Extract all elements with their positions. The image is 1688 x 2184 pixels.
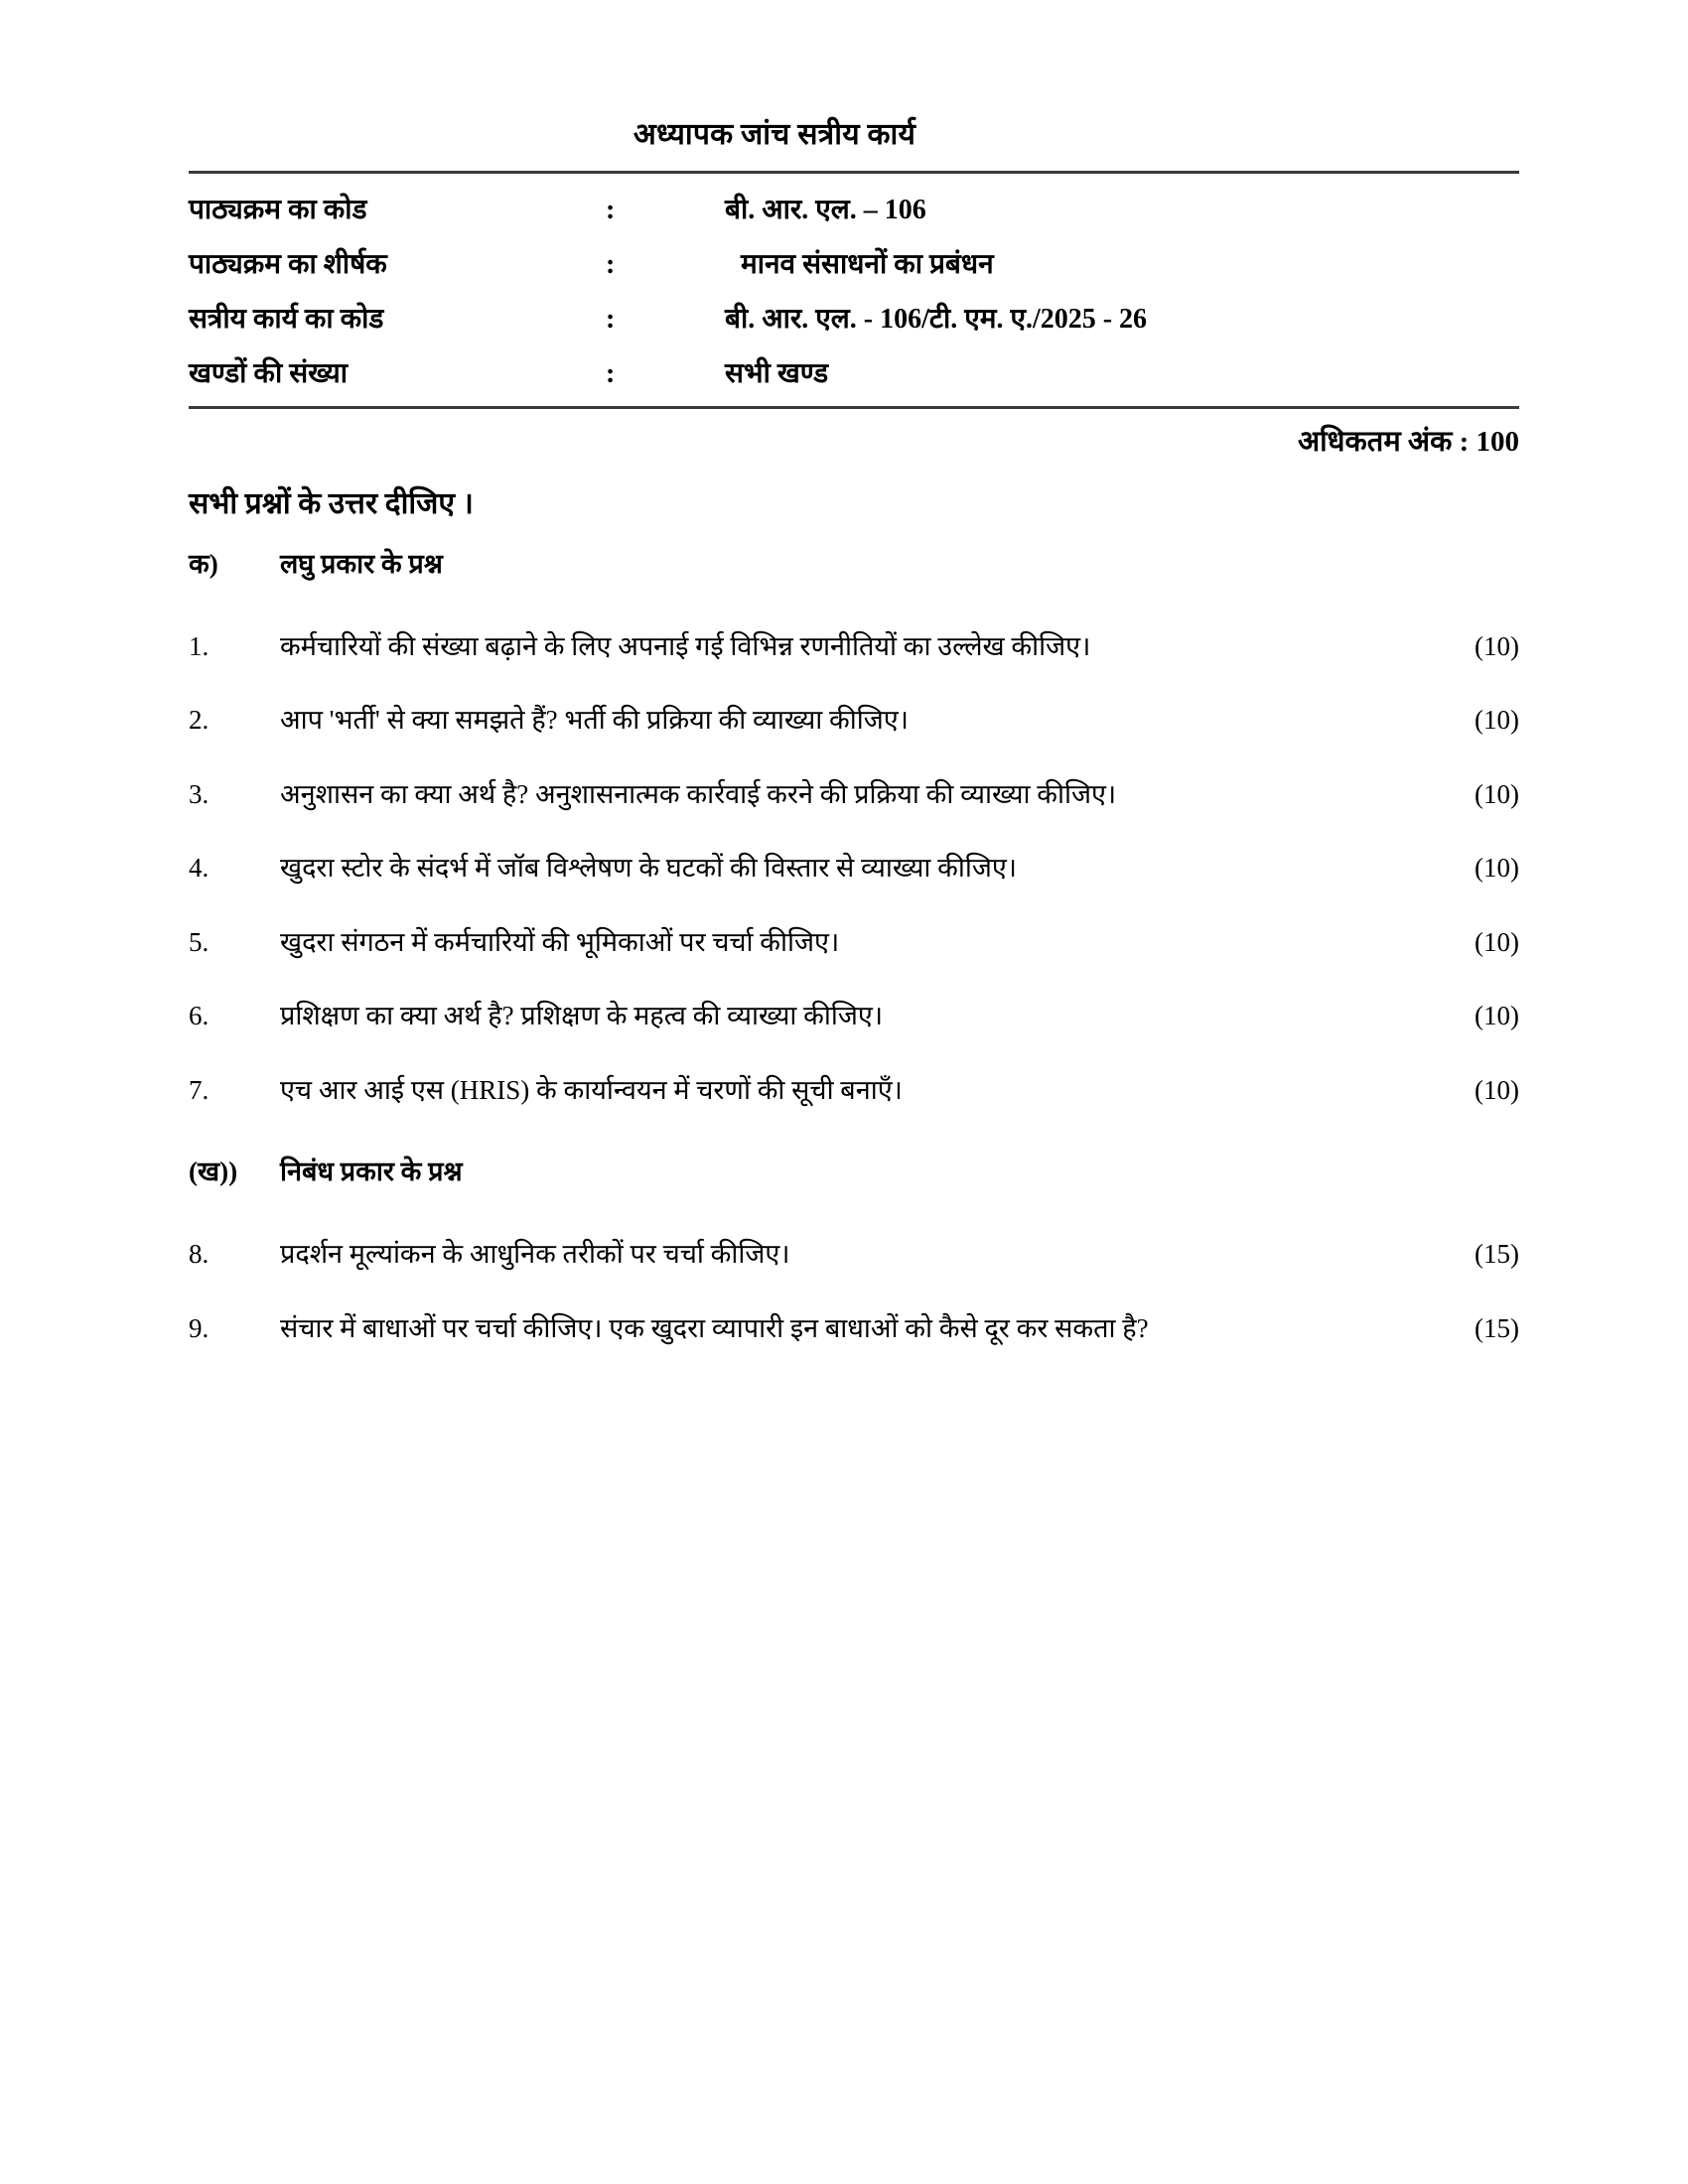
question-number: 3. bbox=[189, 778, 210, 809]
assignment-header-table bbox=[189, 171, 1519, 409]
question-text: अनुशासन का क्या अर्थ है? अनुशासनात्मक कार्रवाई करने की प्रक्रिया की व्याख्या कीजिए। bbox=[280, 778, 1117, 809]
question-number: 4. bbox=[189, 853, 210, 884]
section-tag-b: (ख)) bbox=[189, 1157, 238, 1187]
question-list-b bbox=[0, 1188, 1688, 1346]
header-row-blocks-count bbox=[189, 345, 1519, 400]
header-colon: : bbox=[606, 304, 616, 335]
question-list-a bbox=[0, 581, 1688, 1108]
header-label-course-title: पाठ्यक्रम का शीर्षक bbox=[189, 249, 387, 280]
question-marks: (10) bbox=[1475, 631, 1519, 661]
question-number: 5. bbox=[189, 926, 210, 957]
question-text: आप 'भर्ती' से क्या समझते हैं? भर्ती की प्रक्रिया की व्याख्या कीजिए। bbox=[280, 705, 909, 736]
instruction-text: सभी प्रश्नों के उत्तर दीजिए । bbox=[189, 487, 474, 520]
question-text: एच आर आई एस (HRIS) के कार्यान्वयन में चरणों की सूची बनाएँ। bbox=[280, 1074, 903, 1105]
header-row-assignment-code bbox=[189, 291, 1519, 345]
question-number: 8. bbox=[189, 1239, 210, 1270]
question-marks: (10) bbox=[1475, 1001, 1519, 1031]
question-marks: (15) bbox=[1475, 1239, 1519, 1270]
section-heading-a bbox=[189, 544, 1688, 581]
header-colon: : bbox=[606, 358, 616, 389]
header-value-blocks-count: सभी खण्ड bbox=[725, 358, 829, 389]
question-row bbox=[189, 960, 1519, 1033]
header-row-course-code bbox=[189, 182, 1519, 236]
question-marks: (10) bbox=[1475, 853, 1519, 884]
question-number: 7. bbox=[189, 1074, 210, 1105]
question-marks: (10) bbox=[1475, 778, 1519, 809]
question-number: 9. bbox=[189, 1312, 210, 1343]
header-value-text: मानव संसाधनों का प्रबंधन bbox=[741, 249, 994, 280]
question-row bbox=[189, 1273, 1519, 1346]
header-row-course-title bbox=[189, 236, 1519, 291]
header-value-course-code: बी. आर. एल. – 106 bbox=[725, 195, 926, 225]
question-number: 1. bbox=[189, 631, 210, 661]
section-spacer bbox=[0, 1108, 1688, 1130]
section-title-a: लघु प्रकार के प्रश्न bbox=[280, 549, 443, 579]
header-label-course-code: पाठ्यक्रम का कोड bbox=[189, 195, 367, 225]
question-marks: (10) bbox=[1475, 1074, 1519, 1105]
question-row bbox=[189, 812, 1519, 886]
question-number: 6. bbox=[189, 1001, 210, 1031]
question-row bbox=[189, 664, 1519, 738]
question-row bbox=[189, 1034, 1519, 1108]
header-label-assignment-code: सत्रीय कार्य का कोड bbox=[189, 304, 384, 335]
section-tag-a: क) bbox=[189, 549, 218, 579]
header-colon: : bbox=[606, 195, 616, 225]
question-text: खुदरा स्टोर के संदर्भ में जॉब विश्लेषण के घटकों की विस्तार से व्याख्या कीजिए। bbox=[280, 853, 1018, 884]
maximum-marks: अधिकतम अंक : 100 bbox=[1298, 426, 1519, 458]
question-number: 2. bbox=[189, 705, 210, 736]
section-heading-b bbox=[189, 1152, 1688, 1188]
question-text: प्रदर्शन मूल्यांकन के आधुनिक तरीकों पर चर्चा कीजिए। bbox=[280, 1239, 790, 1270]
question-marks: (15) bbox=[1475, 1312, 1519, 1343]
header-label-blocks-count: खण्डों की संख्या bbox=[189, 358, 348, 389]
page-title: अध्यापक जांच सत्रीय कार्य bbox=[633, 118, 916, 151]
question-row bbox=[189, 887, 1519, 960]
question-row bbox=[189, 1188, 1519, 1272]
header-value-assignment-code: बी. आर. एल. - 106/टी. एम. ए./2025 - 26 bbox=[725, 304, 1148, 335]
question-row bbox=[189, 581, 1519, 664]
question-text: प्रशिक्षण का क्या अर्थ है? प्रशिक्षण के महत्व की व्याख्या कीजिए। bbox=[280, 1001, 884, 1031]
question-row bbox=[189, 739, 1519, 812]
question-text: संचार में बाधाओं पर चर्चा कीजिए। एक खुदरा व्यापारी इन बाधाओं को कैसे दूर कर सकता है? bbox=[280, 1312, 1149, 1343]
question-text: कर्मचारियों की संख्या बढ़ाने के लिए अपनाई गई विभिन्न रणनीतियों का उल्लेख कीजिए। bbox=[280, 631, 1091, 661]
question-text: खुदरा संगठन में कर्मचारियों की भूमिकाओं पर चर्चा कीजिए। bbox=[280, 926, 840, 957]
question-marks: (10) bbox=[1475, 705, 1519, 736]
section-title-b: निबंध प्रकार के प्रश्न bbox=[280, 1157, 463, 1187]
header-colon: : bbox=[606, 249, 616, 280]
question-marks: (10) bbox=[1475, 926, 1519, 957]
header-value-course-title bbox=[725, 236, 1519, 291]
